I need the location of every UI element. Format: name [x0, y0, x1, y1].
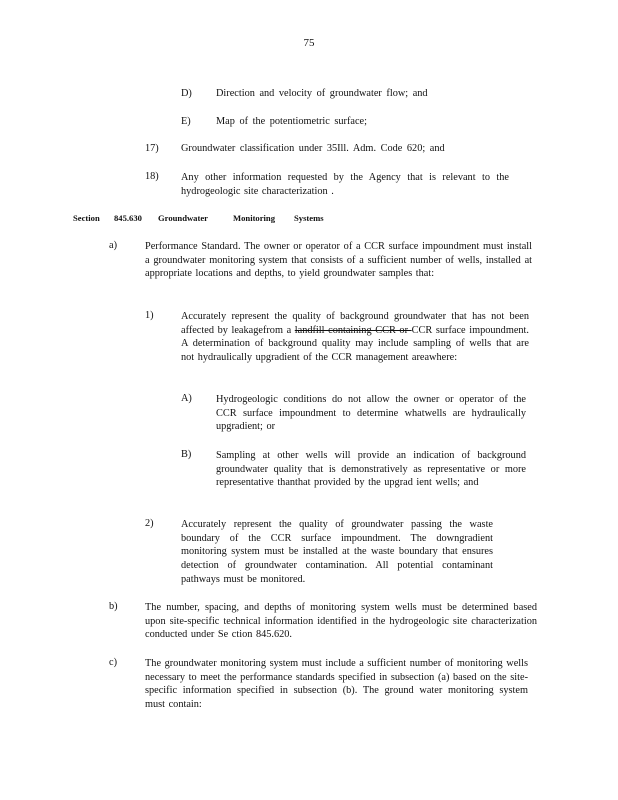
item-marker-a1a: A) [181, 393, 192, 404]
item-text-18: Any other information requested by the Agency that is relevant to the hydrogeologic site characterization . [181, 172, 509, 197]
subsection-marker-b: b) [109, 601, 118, 612]
item-text-a1-part-2: CCR surface impoundment. A determination of background quality may include sampling of wells that are not hydraulically upgradient of the CCR management areawhere: [181, 324, 529, 364]
item-text-a1a: Hydrogeologic conditions do not allow the owner or operator of the CCR surface impoundment to determine whatwells are hydraulically upgradient; or [216, 394, 526, 433]
item-marker-a2: 2) [145, 518, 154, 529]
item-text-a1-part-1: Accurately represent the quality of background groundwater that has not been affected by leakagefrom a [181, 311, 529, 336]
item-marker-e: E) [181, 116, 191, 127]
item-marker-a1: 1) [145, 310, 154, 321]
subsection-text-b: The number, spacing, and depths of monitoring system wells must be determined based upon site-specific technical information identified in the hydrogeologic site characterization conducted under Se ction 845.620. [145, 602, 537, 641]
subsection-text-a: Performance Standard. The owner or operator of a CCR surface impoundment must install a groundwater monitoring system that consists of a sufficient number of wells, installed at appropriate locations and depths, to yield groundwater samples that: [145, 241, 532, 280]
page-number: 75 [303, 37, 315, 49]
item-marker-17: 17) [145, 143, 159, 154]
section-label: Section [73, 213, 100, 223]
subsection-text-c: The groundwater monitoring system must include a sufficient number of monitoring wells necessary to meet the performance standards specified in subsection (a) based on the site-specific information specified in subsection (b). The ground water monitoring system must contain: [145, 658, 528, 711]
item-text-e: Map of the potentiometric surface; [216, 116, 367, 127]
item-marker-18: 18) [145, 171, 159, 182]
item-marker-d: D) [181, 88, 192, 99]
item-text-17: Groundwater classification under 35Ill. Adm. Code 620; and [181, 143, 445, 154]
item-text-a1 [181, 310, 529, 365]
subsection-marker-c: c) [109, 657, 117, 668]
item-marker-a1b: B) [181, 449, 192, 460]
section-title-word-2: Monitoring [233, 213, 276, 223]
section-title-word-3: Systems [294, 213, 324, 223]
item-text-a2: Accurately represent the quality of groundwater passing the waste boundary of the CCR surface impoundment. The downgradient monitoring system must be installed at the waste boundary that ensures detection of groundwater contamination. All potential contaminant pathways must be monitored. [181, 519, 493, 585]
item-text-a1b: Sampling at other wells will provide an indication of background groundwater quality that is demonstratively as representative or more representative thanthat provided by the upgrad ient wells; and [216, 450, 526, 489]
item-text-a1-deleted: landfill containing CCR or [294, 324, 412, 336]
section-number: 845.630 [114, 213, 142, 223]
item-text-d: Direction and velocity of groundwater flow; and [216, 88, 428, 99]
subsection-marker-a: a) [109, 240, 117, 251]
section-title-word-1: Groundwater [158, 213, 208, 223]
